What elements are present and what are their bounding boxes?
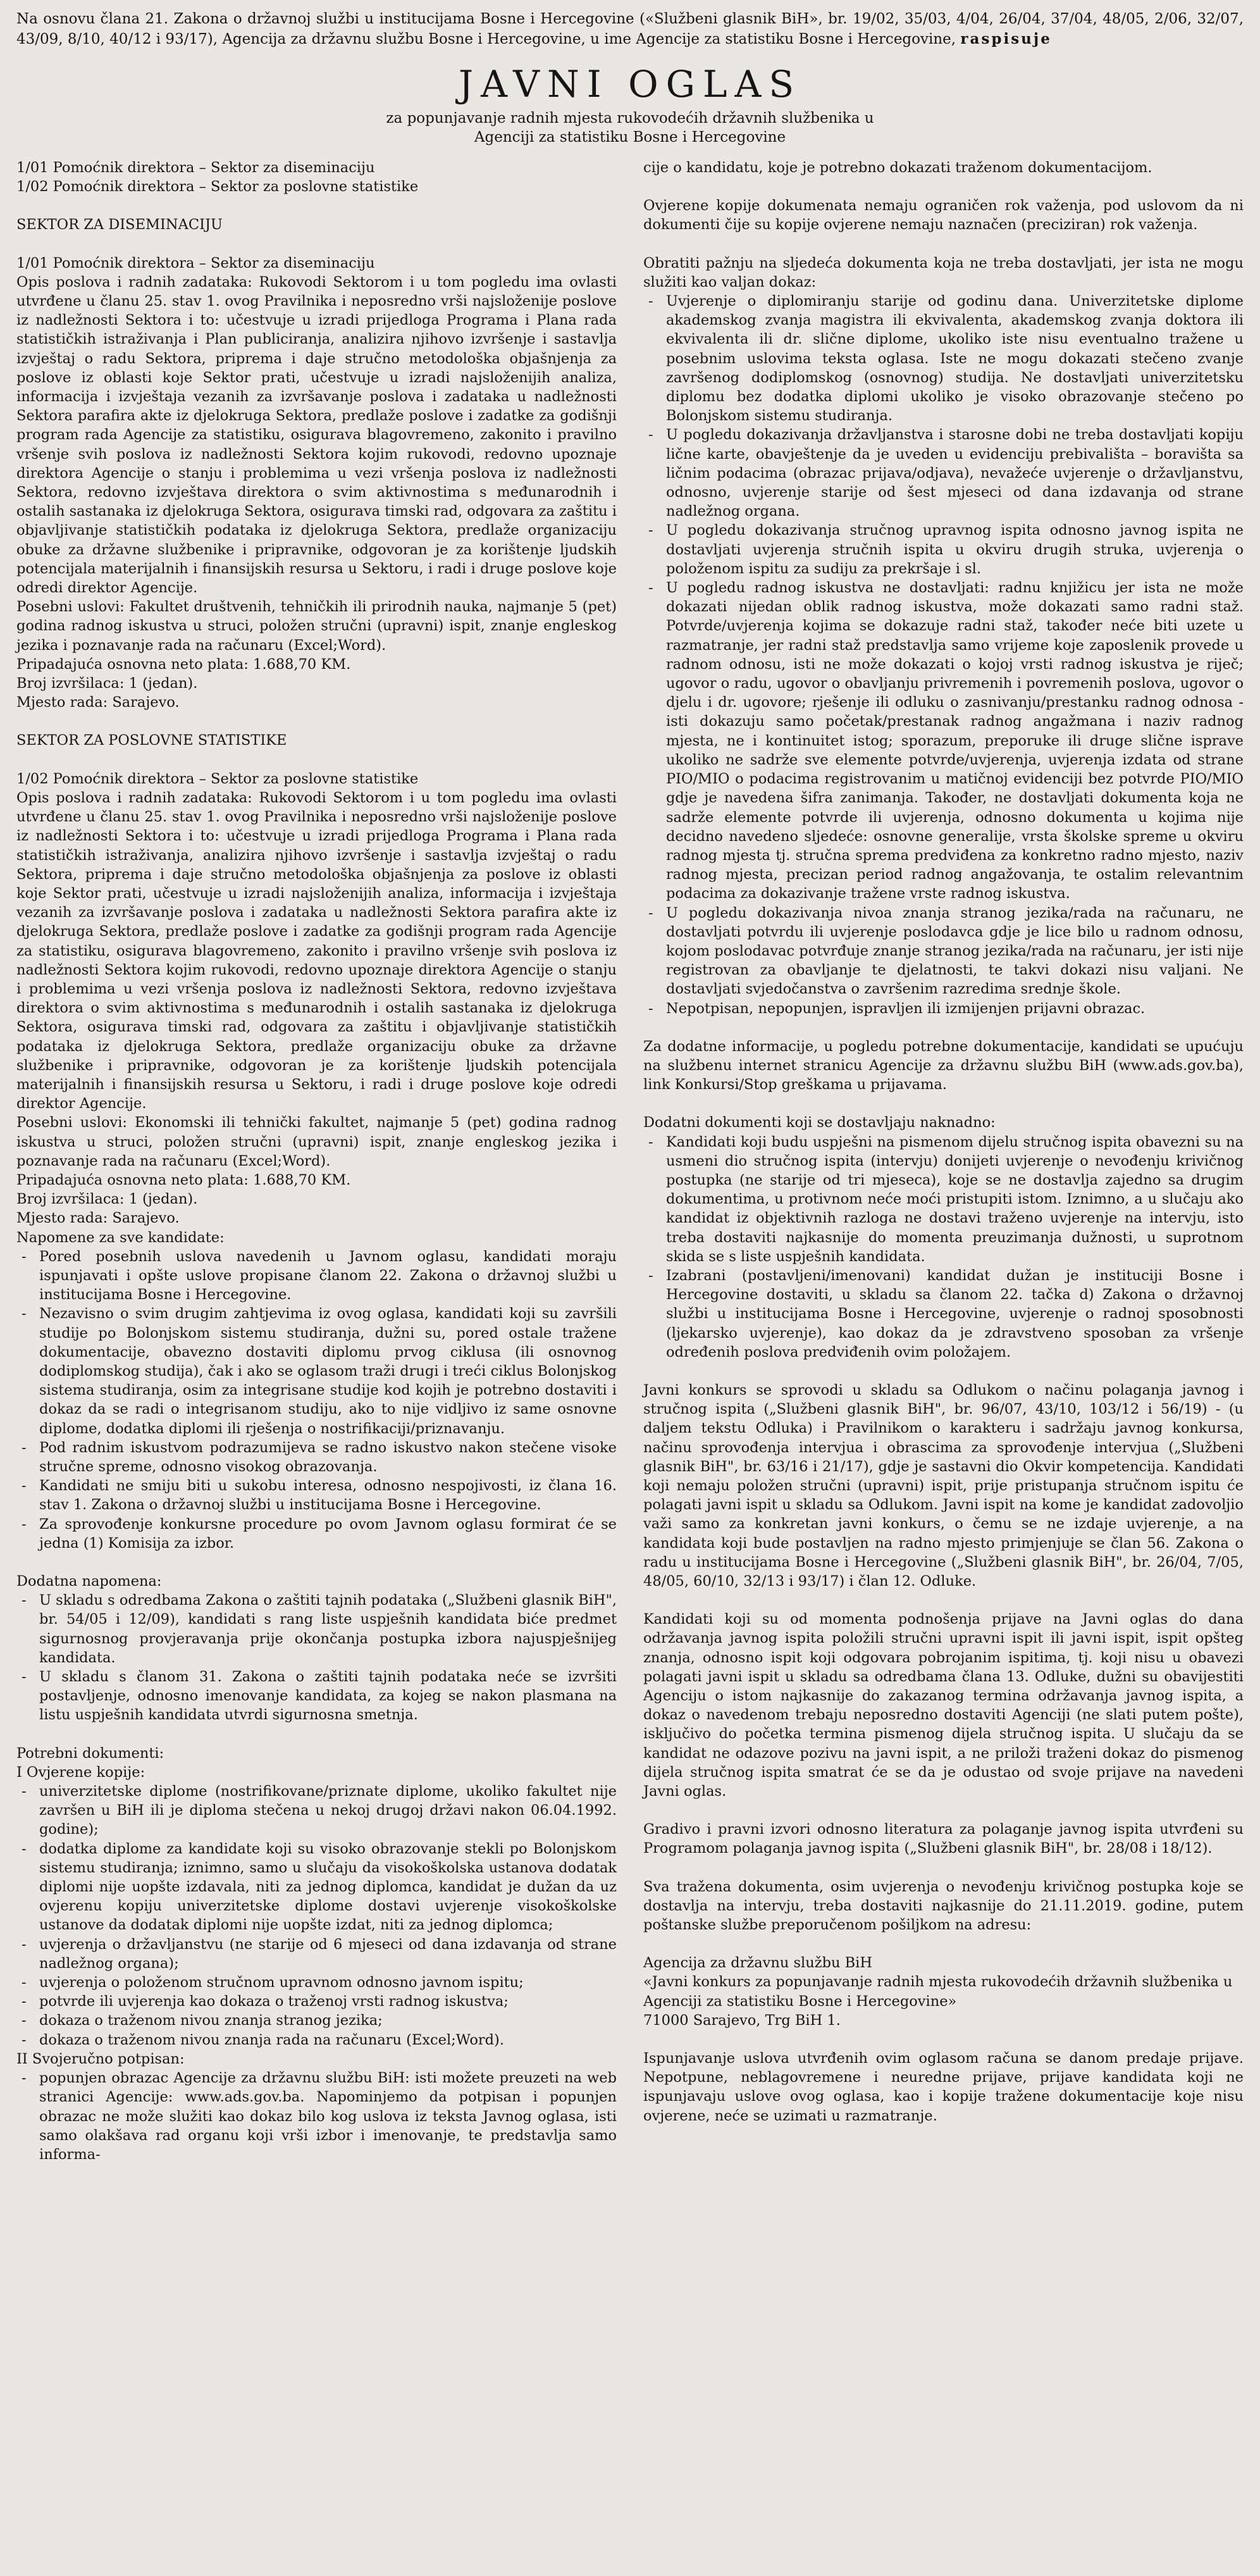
list-item: - dokaza o traženom nivou znanja stranog jezika;	[16, 2011, 617, 2030]
list-item: - Nezavisno o svim drugim zahtjevima iz ovog oglasa, kandidati koji su završili studije po Bolonjskom sistemu studiranja, dužni su, pored ostale tražene dokumentacije, obavezno dostaviti diplomu prvog ciklusa (ili osnovnog dodiplomskog studija), čak i ako se oglasom traži drugi i treći ciklus Bolonjskog sistema studiranja, osim za integrisane studije kod kojih je potrebno dostaviti i dokaz da se radi o integrisanom studiju, ako to nije vidljivo iz same osnovne diplome, dodatka diplomi ili rješenja o nostrifikaciji/priznavanju.	[16, 1304, 617, 1438]
list-item: - univerzitetske diplome (nostrifikovane/priznate diplome, ukoliko fakultet nije završen u BiH ili je diploma stečena u nekoj drugoj državi nakon 06.04.1992. godine);	[16, 1782, 617, 1839]
signed-form-heading: II Svojeručno potpisan:	[16, 2050, 185, 2067]
job-description: Opis poslova i radnih zadataka: Rukovodi Sektorom i u tom pogledu ima ovlasti utvrđene u članu 25. stav 1. ovog Pravilnika i neposredno vrši najsloženije poslove iz nadležnosti Sektora i to: učestvuje u izradi prijedloga Programa i Plana rada statističkih istraživanja, analizira njihovo izvršenje i sastavlja izvještaj o radu Sektora, priprema i daje stručno metodološka objašnjenja za poslove iz oblasti koje Sektor prati, učestvuje u izradi najsloženijih analiza, informacija i izvještaja vezanih za izvršavanje poslova i zadataka u nadležnosti Sektora parafira akte iz djelokruga Sektora, predlaže poslove i zadatke za godišnji program rada Agencije za statistiku, osigurava blagovremeno, zakonito i pravilno vršenje svih poslova iz nadležnosti Sektora kojim rukovodi, redovno upoznaje direktora Agencije o stanju i problemima u vezi vršenja poslova iz nadležnosti Sektora, redovno izvještava direktora o svim aktivnostima s međunarodnih i ostalih sastanaka iz djelokruga Sektora, osigurava timski rad, odgovara za zaštitu i objavljivanje statističkih podataka iz djelokruga Sektora, predlaže organizaciju obuke za državne službenike i pripravnike, odgovoran je za korištenje ljudskih potencijala materijalnih i finansijskih resursa u Sektoru, i radi i druge poslove koje odredi direktor Agencije.	[16, 789, 617, 1112]
list-item: - U pogledu radnog iskustva ne dostavljati: radnu knjižicu jer ista ne može dokazati nijedan oblik radnog iskustva, može dokazati samo radni staž. Potvrde/uvjerenja kojima se dokazuje radni staž, također neće biti uzete u razmatranje, jer radni staž predstavlja samo vrijeme koje zaposlenik provede u radnom odnosu, isti ne može dokazati o kojoj vrsti radnog iskustva je riječ; ugovor o radu, ugovor o obavljanju privremenih i povremenih poslova, ugovor o djelu i dr. ugovore; rješenje ili odluku o zasnivanju/prestanku radnog odnosa - isti dokazuju samo početak/prestanak radnog angažmana i naziv radnog mjesta, ne i kontinuitet istog; sporazum, preporuke ili druge slične isprave ukoliko ne sadrže sve elemente potvrde/uvjerenja, uvjerenja izdata od strane PIO/MIO o podacima registrovanim u matičnoj evidenciji bez potvrde PIO/MIO gdje je navedena šifra zanimanja. Također, ne dostavljati dokumenta koja ne sadrže elemente potvrde ili uvjerenja, odnosno dokumenta u kojima nije decidno navedeno sljedeće: osnovne generalije, vrsta školske spreme u okviru radnog mjesta tj. stručna sprema predviđena za konkretno radno mjesto, naziv radnog mjesta, precizan period radnog angažovanja, te ostalim relevantnim podacima za dokazivanje tražene vrste radnog iskustva.	[643, 578, 1244, 903]
list-item: - Pod radnim iskustvom podrazumijeva se radno iskustvo nakon stečene visoke stručne spreme, odnosno visokog obrazovanja.	[16, 1438, 617, 1476]
right-column	[643, 158, 1244, 2125]
list-item: - dokaza o traženom nivou znanja rada na računaru (Excel;Word).	[16, 2031, 617, 2050]
list-item: - Kandidati ne smiju biti u sukobu interesa, odnosno nespojivosti, iz člana 16. stav 1. Zakona o državnoj službi u institucijama Bosne i Hercegovine.	[16, 1476, 617, 1514]
position-title: 1/02 Pomoćnik direktora – Sektor za poslovne statistike	[16, 770, 419, 787]
section-heading-business-statistics: SEKTOR ZA POSLOVNE STATISTIKE	[16, 732, 287, 749]
address-line: Agencija za državnu službu BiH	[643, 1955, 872, 1972]
left-column	[16, 158, 617, 2164]
positions-count: Broj izvršilaca: 1 (jedan).	[16, 675, 198, 692]
list-item: - Za sprovođenje konkursne procedure po ovom Javnom oglasu formirat će se jedna (1) Komisija za izbor.	[16, 1515, 617, 1553]
section-heading-dissemination: SEKTOR ZA DISEMINACIJU	[16, 216, 223, 233]
net-salary: Pripadajuća osnovna neto plata: 1.688,70 KM.	[16, 656, 351, 673]
list-item: - Uvjerenje o diplomiranju starije od godinu dana. Univerzitetske diplome akademskog zvanja magistra ili ekvivalenta, akademskog zvanja doktora ili ekvivalenta ili dr. slične diplome, ukoliko iste nisu eventualno tražene u posebnim uslovima teksta oglasa. Iste ne mogu dokazati stečeno zvanje završenog dodiplomskog (osnovnog) studija. Ne dostavljati univerzitetsku diplomu bez dodatka diplomi ukoliko je visoko obrazovanje stečeno po Bolonjskom sistemu studiranja.	[643, 292, 1244, 425]
notice-subtitle-line-1: za popunjavanje radnih mjesta rukovodećih državnih službenika u	[386, 110, 874, 127]
paragraph-continued: cije o kandidatu, koje je potrebno dokazati traženom dokumentacijom.	[643, 159, 1152, 176]
paragraph-exemption: Kandidati koji su od momenta podnošenja prijave na Javni oglas do dana održavanja javnog ispita položili stručni upravni ispit ili javni ispit, ispit opšteg znanja, odnosno ispit koji odgovara pobrojanim ispitima, tj. koji nisu u obavezi polagati javni ispit u skladu sa odredbama člana 13. Odluke, dužni su obavijestiti Agenciju o istom najkasnije do zakazanog termina održavanja javnog ispita, a dokaz o navedenom trebaju neposredno dostaviti Agenciji (ne slati putem pošte), isključivo do početka termina pismenog dijela stručnog ispita. U slučaju da se kandidat ne odazove pozivu na javni ispit, a ne priloži traženi dokaz do pismenog dijela stručnog ispita smatrat će se da je odustao od svoje prijave na navedeni Javni oglas.	[643, 1611, 1244, 1800]
paragraph-validity: Ovjerene kopije dokumenata nemaju ograničen rok važenja, pod uslovom da ni dokumenti čije su kopije ovjerene nemaju naznačen (preciziran) rok važenja.	[643, 197, 1244, 233]
net-salary: Pripadajuća osnovna neto plata: 1.688,70 KM.	[16, 1171, 351, 1188]
work-location: Mjesto rada: Sarajevo.	[16, 1210, 180, 1227]
list-item: - U pogledu dokazivanja državljanstva i starosne dobi ne treba dostavljati kopiju lične karte, obavještenje da je uveden u evidenciju prebivališta – boravišta sa ličnim podacima (obrazac prijava/odjava), nevažeće uvjerenje o državljanstvu, odnosno, uvjerenje starije od šest mjeseci od dana izdavanja od strane nadležnog organa.	[643, 425, 1244, 521]
required-documents-heading: Potrebni dokumenti:	[16, 1745, 164, 1762]
certified-copies-list	[16, 1782, 617, 2050]
intro-text: Na osnovu člana 21. Zakona o državnoj službi u institucijama Bosne i Hercegovine («Službeni glasnik BiH», br. 19/02, 35/03, 4/04, 26/04, 37/04, 48/05, 2/06, 32/07, 43/09, 8/10, 40/12 i 93/17), Agencija za državnu službu Bosne i Hercegovine, u ime Agencije za statistiku Bosne i Hercegovine,	[16, 11, 1244, 47]
additional-note-list	[16, 1591, 617, 1724]
list-item: - U skladu s odredbama Zakona o zaštiti tajnih podataka („Službeni glasnik BiH", br. 54/05 i 12/09), kandidati s rang liste uspješnih kandidata biće predmet sigurnosnog provjeravanja prije okončanja postupka izbora najuspješnijeg kandidata.	[16, 1591, 617, 1667]
paragraph-literature: Gradivo i pravni izvori odnosno literatura za polaganje javnog ispita utvrđeni su Programom polaganja javnog ispita („Službeni glasnik BiH", br. 28/08 i 18/12).	[643, 1821, 1244, 1857]
mailing-address	[643, 1953, 1244, 2030]
work-location: Mjesto rada: Sarajevo.	[16, 694, 180, 711]
additional-note-heading: Dodatna napomena:	[16, 1573, 162, 1590]
intro-paragraph	[16, 9, 1244, 49]
certified-copies-heading: I Ovjerene kopije:	[16, 1764, 145, 1781]
list-item: - potvrde ili uvjerenja kao dokaza o traženoj vrsti radnog iskustva;	[16, 1992, 617, 2011]
address-line: «Javni konkurs za popunjavanje radnih mjesta rukovodećih državnih službenika u Agenciji za statistiku Bosne i Hercegovine»	[643, 1974, 1233, 2010]
list-item: - dodatka diplome za kandidate koji su visoko obrazovanje stekli po Bolonjskom sistemu studiranja; iznimno, samo u slučaju da visokoškolska ustanova dodatak diplomi nije uopšte izdavala, niti za jednog diplomca, kandidat je dužan da uz ovjerenu kopiju univerzitetske diplome dostavi uvjerenje visokoškolske ustanove da dodatak diplomi nije uopšte izdat, niti za jednog diplomca;	[16, 1839, 617, 1935]
notes-heading: Napomene za sve kandidate:	[16, 1229, 225, 1246]
special-conditions: Posebni uslovi: Fakultet društvenih, tehničkih ili prirodnih nauka, najmanje 5 (pet) godina radnog iskustva u struci, položen stručni (upravni) ispit, znanje engleskog jezika i poznavanje rada na računaru (Excel;Word).	[16, 599, 617, 654]
list-item: - U skladu s članom 31. Zakona o zaštiti tajnih podataka neće se izvršiti postavljenje, odnosno imenovanje kandidata, za kojeg se nakon plasmana na listu uspješnih kandidata utvrdi sigurnosna smetnja.	[16, 1667, 617, 1725]
notice-title: JAVNI OGLAS	[458, 63, 802, 106]
special-conditions: Posebni uslovi: Ekonomski ili tehnički fakultet, najmanje 5 (pet) godina radnog iskustva u struci, položen stručni (upravni) ispit, znanje engleskog jezika i poznavanje rada na računaru (Excel;Word).	[16, 1114, 617, 1169]
additional-documents-heading: Dodatni dokumenti koji se dostavljaju naknadno:	[643, 1114, 996, 1131]
notes-list	[16, 1247, 617, 1553]
invalid-documents-list	[643, 292, 1244, 1018]
additional-documents-list	[643, 1133, 1244, 1362]
list-item: - Kandidati koji budu uspješni na pismenom dijelu stručnog ispita obavezni su na usmeni dio stručnog ispita (intervju) donijeti uvjerenje o nevođenju krivičnog postupka (ne starije od tri mjeseca), koje se ne dostavlja zajedno sa drugim dokumentima, u protivnom neće moći pristupiti istom. Iznimno, a u slučaju ako kandidat iz objektivnih razloga ne dostavi traženo uvjerenje na intervju, isto treba dostaviti najkasnije do momenta preuzimanja dužnosti, u suprotnom skida se s liste uspješnih kandidata.	[643, 1133, 1244, 1266]
text-columns	[16, 158, 1244, 2164]
list-item: - uvjerenja o državljanstvu (ne starije od 6 mjeseci od dana izdavanja od strane nadležnog organa);	[16, 1935, 617, 1973]
position-list-item: 1/02 Pomoćnik direktora – Sektor za poslovne statistike	[16, 178, 419, 196]
list-item: - U pogledu dokazivanja nivoa znanja stranog jezika/rada na računaru, ne dostavljati potvrdu ili uvjerenje poslodavca gdje je lice bilo u radnom odnosu, kojom poslodavac potvrđuje znanje stranog jezika/rada na računaru, jer isti nije registrovan za obavljanje te djelatnosti, te takvi dokazi nisu valjani. Ne dostavljati svjedočanstva o završenim razredima srednje škole.	[643, 904, 1244, 999]
list-item: - U pogledu dokazivanja stručnog upravnog ispita odnosno javnog ispita ne dostavljati uvjerenja stručnih ispita u okviru drugih struka, uvjerenja o položenom ispitu za sudiju za prekršaje i sl.	[643, 521, 1244, 578]
list-item: - Nepotpisan, nepopunjen, ispravljen ili izmijenjen prijavni obrazac.	[643, 999, 1244, 1018]
paragraph-info: Za dodatne informacije, u pogledu potrebne dokumentacije, kandidati se upućuju na službenu internet stranicu Agencije za državnu službu BiH (www.ads.gov.ba), link Konkursi/Stop greškama u prijavama.	[643, 1038, 1244, 1093]
list-item: - Pored posebnih uslova navedenih u Javnom oglasu, kandidati moraju ispunjavati i opšte uslove propisane članom 22. Zakona o državnoj službi u institucijama Bosne i Hercegovine.	[16, 1247, 617, 1305]
address-line: 71000 Sarajevo, Trg BiH 1.	[643, 2012, 841, 2029]
paragraph-deadline: Sva tražena dokumenta, osim uvjerenja o nevođenju krivičnog postupka koje se dostavlja na intervju, treba dostaviti najkasnije do 21.11.2019. godine, putem poštanske službe preporučenom pošiljkom na adresu:	[643, 1878, 1244, 1934]
paragraph-attention: Obratiti pažnju na sljedeća dokumenta koja ne treba dostavljati, jer ista ne mogu služiti kao valjan dokaz:	[643, 254, 1244, 290]
list-item: - popunjen obrazac Agencije za državnu službu BiH: isti možete preuzeti na web stranici Agencije: www.ads.gov.ba. Napominjemo da potpisan i popunjen obrazac ne može služiti kao dokaz bilo kog uslova iz teksta Javnog oglasa, isti samo olakšava rad organu koji vrši izbor i imenovanje, te predstavlja samo informa-	[16, 2069, 617, 2164]
list-item: - uvjerenja o položenom stručnom upravnom odnosno javnom ispitu;	[16, 1973, 617, 1992]
position-title: 1/01 Pomoćnik direktora – Sektor za diseminaciju	[16, 254, 375, 271]
masthead	[16, 62, 1244, 147]
position-list-item: 1/01 Pomoćnik direktora – Sektor za diseminaciju	[16, 159, 375, 176]
job-description: Opis poslova i radnih zadataka: Rukovodi Sektorom i u tom pogledu ima ovlasti utvrđene u članu 25. stav 1. ovog Pravilnika i neposredno vrši najsloženije poslove iz nadležnosti Sektora i to: učestvuje u izradi prijedloga Programa i Plana rada statističkih istraživanja i Plan publiciranja, analizira njihovo izvršenje i sastavlja izvještaj o radu Sektora, priprema i daje stručno metodološka objašnjenja za poslove iz oblasti koje Sektor prati, učestvuje u izradi najsloženijih analiza, informacija i izvještaja vezanih za izvršavanje poslova i zadataka u nadležnosti Sektora parafira akte iz djelokruga Sektora, predlaže poslove i zadatke za godišnji program rada Agencije za statistiku, osigurava blagovremeno, zakonito i pravilno vršenje svih poslova iz nadležnosti Sektora kojim rukovodi, redovno upoznaje direktora Agencije o stanju i problemima u vezi vršenja poslova iz nadležnosti Sektora, redovno izvještava direktora o svim aktivnostima s međunarodnih i ostalih sastanaka iz djelokruga Sektora, osigurava timski rad, odgovara za zaštitu i objavljivanje statističkih podataka iz djelokruga Sektora, predlaže organizaciju obuke za državne službenike i pripravnike, odgovoran je za korištenje ljudskih potencijala materijalnih i finansijskih resursa u Sektoru, i radi i druge poslove koje odredi direktor Agencije.	[16, 273, 617, 597]
notice-subtitle-line-2: Agenciji za statistiku Bosne i Hercegovine	[474, 129, 786, 146]
positions-count: Broj izvršilaca: 1 (jedan).	[16, 1191, 198, 1208]
list-item: - Izabrani (postavljeni/imenovani) kandidat dužan je instituciji Bosne i Hercegovine dostaviti, u skladu sa članom 22. tačka d) Zakona o državnoj službi u institucijama Bosne i Hercegovine, uvjerenje o radnoj sposobnosti (ljekarsko uvjerenje), kao dokaz da je zdravstveno sposoban za vršenje određenih poslova predviđenih ovim položajem.	[643, 1266, 1244, 1362]
paragraph-final: Ispunjavanje uslova utvrđenih ovim oglasom računa se danom predaje prijave. Nepotpune, neblagovremene i neuredne prijave, prijave kandidata koji ne ispunjavaju uslove ovog oglasa, kao i kopije tražene dokumentacije koje nisu ovjerene, neće se uzimati u razmatranje.	[643, 2050, 1244, 2124]
signed-form-list	[16, 2069, 617, 2164]
intro-keyword: raspisuje	[960, 30, 1052, 47]
paragraph-competition: Javni konkurs se sprovodi u skladu sa Odlukom o načinu polaganja javnog i stručnog ispita („Službeni glasnik BiH", br. 96/07, 43/10, 103/12 i 56/19) - (u daljem tekstu Odluka) i Pravilnikom o karakteru i sadržaju javnog konkursa, načinu sprovođenja intervjua i obrascima za sprovođenje intervjua („Službeni glasnik BiH", br. 63/16 i 21/17), gdje je sastavni dio Okvir kompetencija. Kandidati koji nemaju položen stručni (upravni) ispit, prije pristupanja stručnom ispitu će polagati javni ispit u skladu sa Odlukom. Javni ispit na kome je kandidat zadovoljio važi samo za konkretan javni konkurs, o čemu se ne izdaje uvjerenje, a na kandidata koji bude postavljen na radno mjesto primjenjuje se član 56. Zakona o radu u institucijama Bosne i Hercegovine („Službeni glasnik BiH", br. 26/04, 7/05, 48/05, 60/10, 32/13 i 93/17) i član 12. Odluke.	[643, 1381, 1244, 1590]
